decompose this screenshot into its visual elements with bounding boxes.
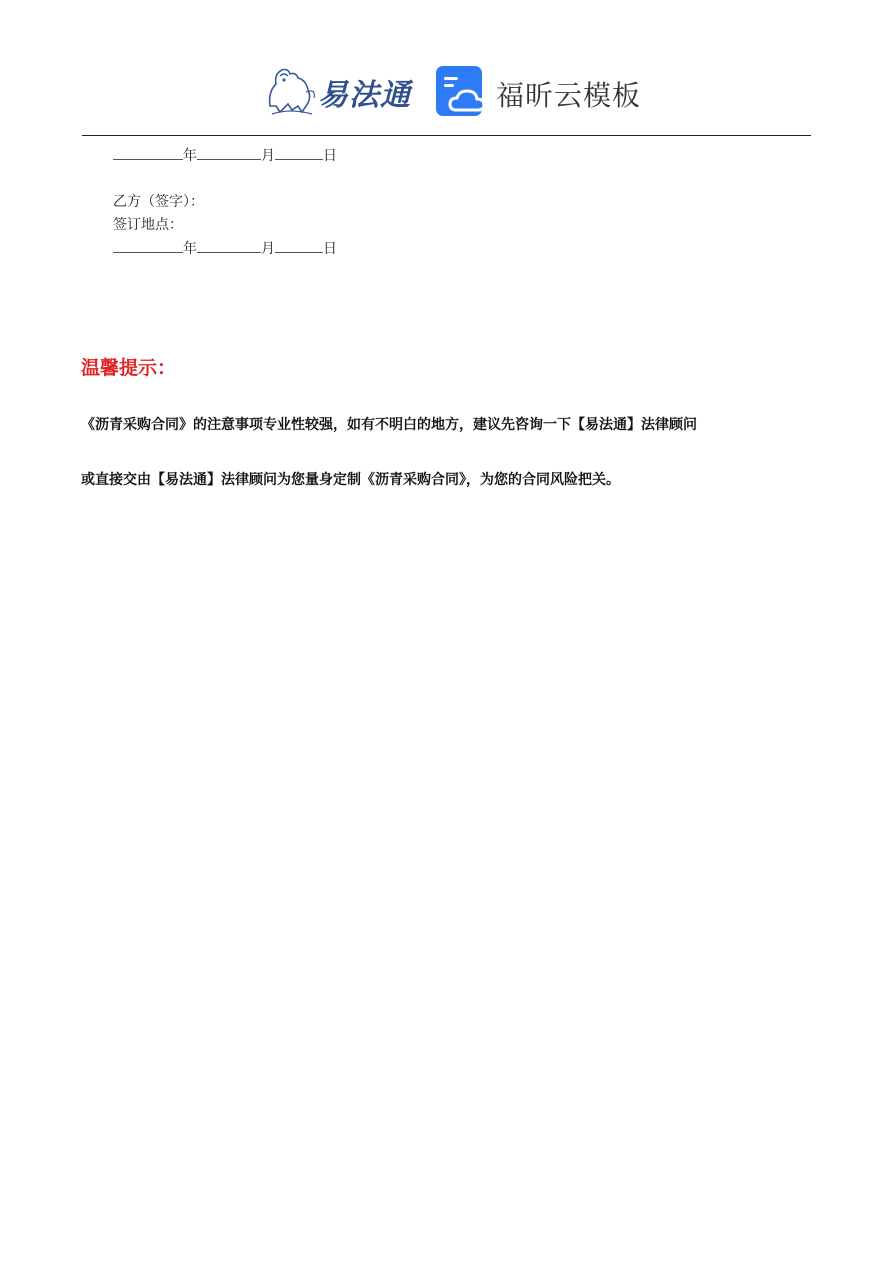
date-line-1 bbox=[113, 146, 337, 165]
fuxin-logo bbox=[436, 66, 646, 118]
month-label: 月 bbox=[261, 148, 275, 164]
tip-paragraph-line-2: 或直接交由【易法通】法律顾问为您量身定制《沥青采购合同》，为您的合同风险把关。 bbox=[81, 472, 620, 488]
day-label: 日 bbox=[323, 241, 337, 257]
day-label: 日 bbox=[323, 148, 337, 164]
signing-location-label: 签订地点： bbox=[113, 217, 183, 233]
header-divider bbox=[82, 135, 811, 136]
year-blank bbox=[113, 239, 183, 253]
date-line-2 bbox=[113, 239, 337, 258]
qilin-mascot-icon bbox=[262, 62, 320, 118]
year-blank bbox=[113, 146, 183, 160]
month-blank bbox=[197, 239, 261, 253]
year-label: 年 bbox=[183, 148, 197, 164]
fuxin-logo-text: 福昕云模板 bbox=[496, 79, 642, 112]
yifatong-logo-text: 易法通 bbox=[318, 78, 411, 113]
year-label: 年 bbox=[183, 241, 197, 257]
day-blank bbox=[275, 146, 323, 160]
party-b-signature-label: 乙方（签字）： bbox=[113, 194, 204, 210]
page-header bbox=[0, 0, 893, 136]
month-blank bbox=[197, 146, 261, 160]
month-label: 月 bbox=[261, 241, 275, 257]
tip-title: 温馨提示： bbox=[81, 357, 177, 379]
cloud-document-icon bbox=[436, 66, 486, 116]
tip-paragraph-line-1: 《沥青采购合同》的注意事项专业性较强，如有不明白的地方，建议先咨询一下【易法通】法律顾问 bbox=[81, 417, 697, 433]
yifatong-logo bbox=[262, 62, 412, 118]
day-blank bbox=[275, 239, 323, 253]
